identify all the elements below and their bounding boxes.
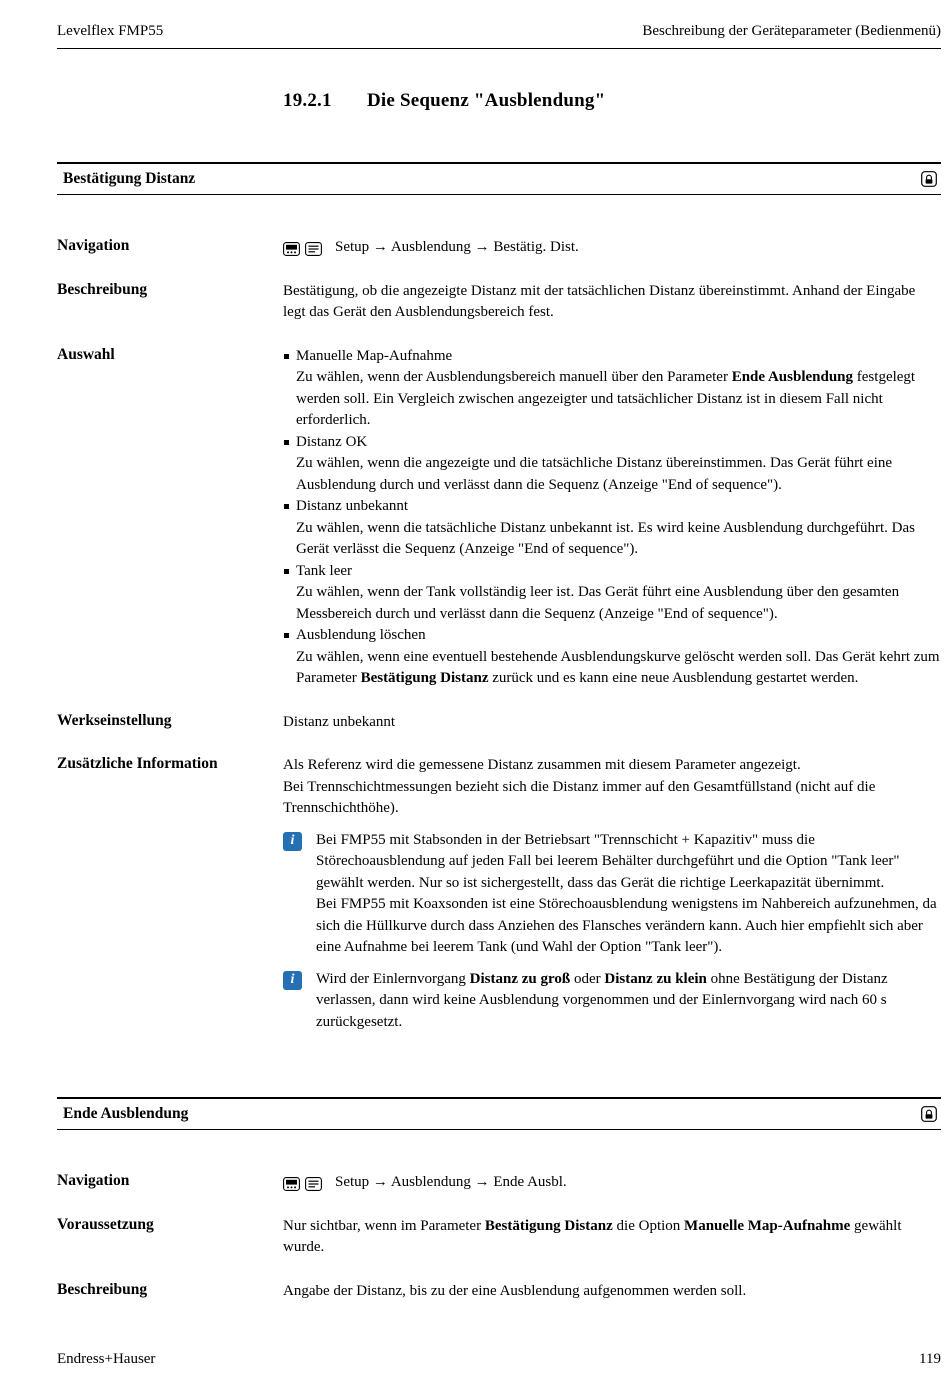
page-header [57,22,941,49]
beschreibung-text: Bestätigung, ob die angezeigte Distanz mit der tatsächlichen Distanz übereinstimmt. Anhand der Eingabe legt das Gerät den Ausblendungsbereich fest. [283,282,916,320]
info-note-text: Wird der Einlernvorgang Distanz zu groß oder Distanz zu klein ohne Bestätigung der Distanz verlassen, dann wird keine Ausblendung vorgenommen und der Einlernvorgang wird nach 60 s zurückgesetzt. [316,970,888,1030]
option-desc: Zu wählen, wenn die tatsächliche Distanz unbekannt ist. Es wird keine Ausblendung durchgeführt. Das Gerät verlässt die Sequenz (Anzeige "End of sequence"). [296,519,916,557]
option-desc: Zu wählen, wenn der Tank vollständig leer ist. Das Gerät führt eine Ausblendung über den gesamten Messbereich durch und verlässt dann die Sequenz (Anzeige "End of sequence"). [296,584,900,622]
section-number: 19.2.1 [283,90,332,111]
werkseinstellung-value: Distanz unbekannt [283,713,396,730]
option-term: Tank leer [296,562,353,579]
row-navigation-1 [57,237,941,259]
voraussetzung-text: Nur sichtbar, wenn im Parameter Bestätigung Distanz die Option Manuelle Map-Aufnahme gewählt wurde. [283,1217,902,1255]
operating-tool-icon [305,1177,322,1191]
navigation-path-line [283,237,941,259]
navigation-path: Setup → Ausblendung → Bestätig. Dist. [335,239,579,255]
operating-tool-icon [305,242,322,256]
row-label: Zusätzliche Information [57,755,218,772]
write-protection-lock-icon [921,171,937,187]
info-note-text: Bei FMP55 mit Stabsonden in der Betriebsart "Trennschicht + Kapazitiv" muss die Störechoausblendung auf jeden Fall bei leerem Behälter durchgeführt und die Option "Tank leer" gewählt werden. Nur so ist sichergestellt, dass das Gerät die richtige Leerkapazität übernimmt. Bei FMP55 mit Koaxsonden ist eine Störechoausblendung wenigstens im Nahbereich aufzunehmen, da sich die Hüllkurve durch dass Anziehen des Flansches verändern kann. Auch hier empfiehlt sich aber eine Aufnahme bei leerem Tank (und Wahl der Option "Tank leer"). [316,831,937,955]
option-item [283,432,941,497]
option-term: Ausblendung löschen [296,627,426,643]
option-list [283,346,941,690]
display-module-icon [283,242,300,256]
option-item [283,346,941,432]
row-label: Werkseinstellung [57,711,172,729]
navigation-path-line [283,1172,941,1194]
write-protection-lock-icon [921,1106,937,1122]
option-desc: Zu wählen, wenn der Ausblendungsbereich manuell über den Parameter Ende Ausblendung festgelegt werden soll. Ein Vergleich zwischen angezeigter und tatsächlicher Distanz ist in diesem Fall nicht erforderlich. [296,369,916,428]
option-item [283,496,941,561]
footer-company: Endress+Hauser [57,1351,156,1367]
option-desc: Zu wählen, wenn eine eventuell bestehende Ausblendungskurve gelöscht werden soll. Das Gerät kehrt zum Parameter Bestätigung Distanz zurück und es kann eine neue Ausblendung gestartet werden. [296,648,940,686]
param-title: Bestätigung Distanz [63,170,196,187]
row-auswahl [57,346,941,690]
navigation-path: Setup → Ausblendung → Ende Ausbl. [335,1174,567,1190]
row-label: Voraussetzung [57,1215,154,1233]
info-note [283,830,941,959]
display-module-icon [283,1177,300,1191]
section-heading [283,90,941,112]
header-device-name: Levelflex FMP55 [57,23,164,39]
page-footer [57,1351,941,1368]
row-label: Auswahl [57,345,115,363]
row-label: Navigation [57,1172,130,1189]
option-item [283,625,941,690]
option-item [283,561,941,626]
info-icon: i [283,832,302,851]
option-term: Distanz OK [296,433,368,450]
footer-page-number: 119 [919,1351,941,1367]
row-label: Navigation [57,237,130,254]
row-zusaetzliche-information [57,755,941,1033]
row-werkseinstellung [57,712,941,734]
row-navigation-2 [57,1172,941,1194]
param-titlebar-bestaetigung-distanz [57,162,941,195]
row-label: Beschreibung [57,1280,148,1298]
row-beschreibung-2 [57,1281,941,1303]
section-title: Die Sequenz "Ausblendung" [367,90,606,111]
info-note [283,969,941,1034]
info-icon: i [283,971,302,990]
param-titlebar-ende-ausblendung [57,1097,941,1130]
header-chapter-title: Beschreibung der Geräteparameter (Bedienmenü) [642,23,941,39]
row-label: Beschreibung [57,280,148,298]
zusatz-paragraph: Als Referenz wird die gemessene Distanz zusammen mit diesem Parameter angezeigt. Bei Trennschichtmessungen bezieht sich die Distanz immer auf den Gesamtfüllstand (nicht auf die Trennschichthöhe). [283,757,876,816]
option-term: Manuelle Map-Aufnahme [296,347,453,364]
param-title: Ende Ausblendung [63,1105,189,1122]
beschreibung-text: Angabe der Distanz, bis zu der eine Ausblendung aufgenommen werden soll. [283,1282,747,1299]
row-beschreibung-1 [57,281,941,324]
option-term: Distanz unbekannt [296,498,409,514]
row-voraussetzung [57,1216,941,1259]
option-desc: Zu wählen, wenn die angezeigte und die tatsächliche Distanz übereinstimmen. Das Gerät führt eine Ausblendung durch und verlässt dann die Sequenz (Anzeige "End of sequence"). [296,455,893,493]
